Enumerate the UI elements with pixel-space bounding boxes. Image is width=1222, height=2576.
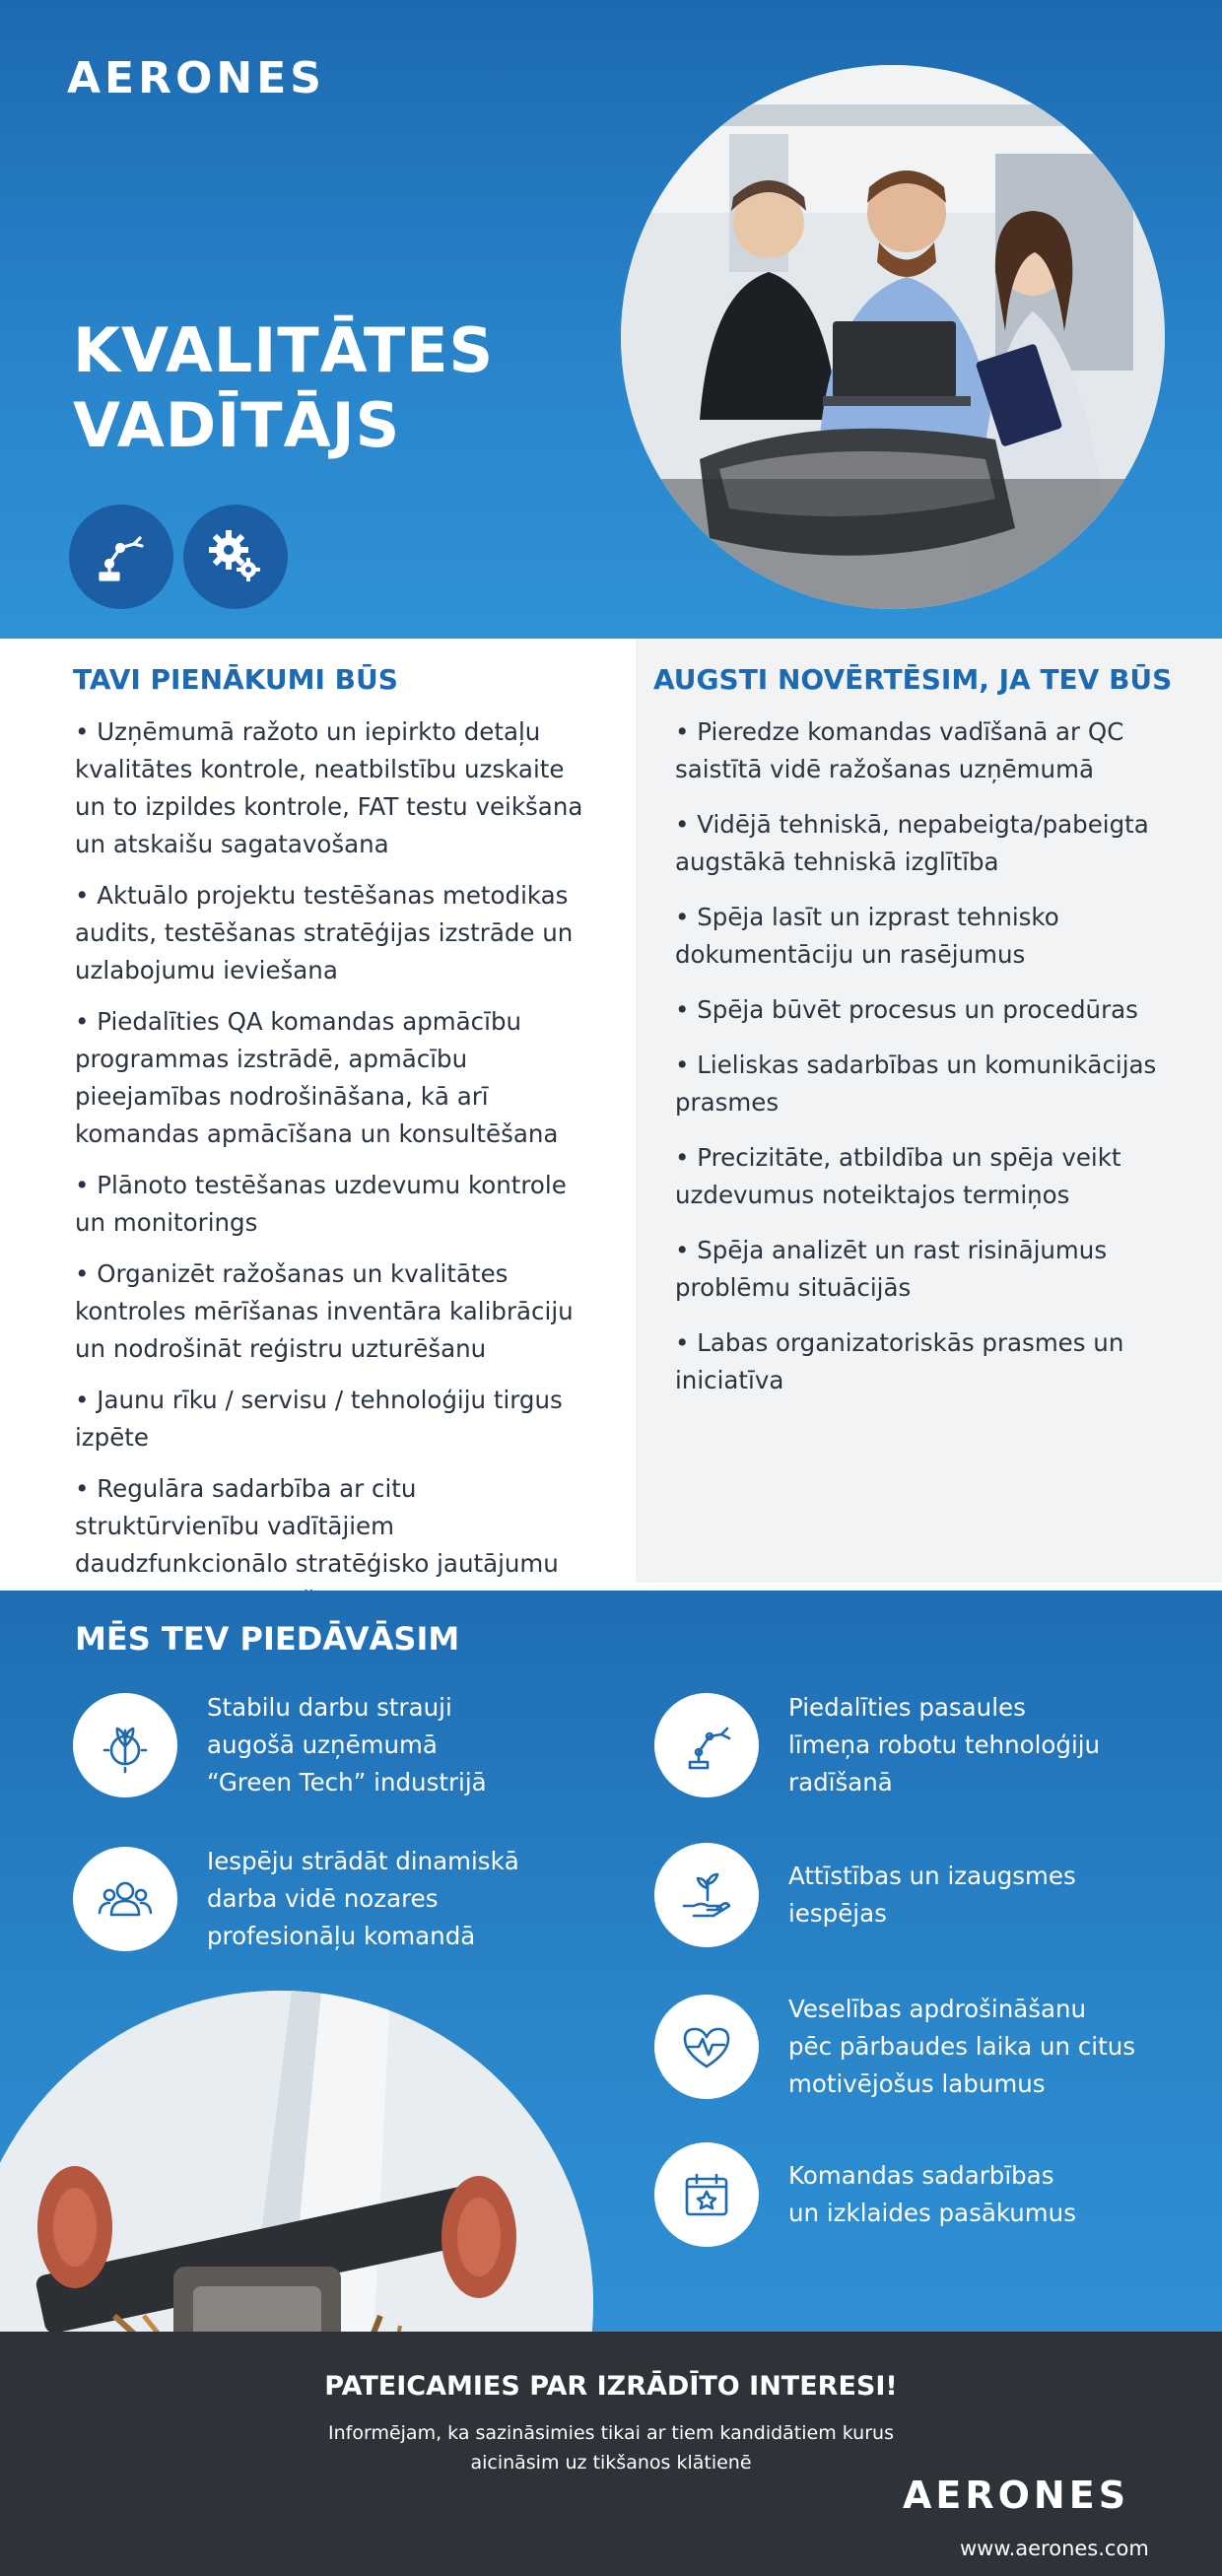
list-item: • Precizitāte, atbildība un spēja veikt uzdevumus noteiktajos termiņos bbox=[675, 1143, 1121, 1209]
offer-text-line: Piedalīties pasaules bbox=[788, 1693, 1026, 1722]
robot-arm-icon bbox=[69, 505, 173, 609]
offer-text-line: iespējas bbox=[788, 1899, 887, 1928]
list-item: • Plānoto testēšanas uzdevumu kontrole un monitorings bbox=[75, 1171, 567, 1237]
robot-photo bbox=[0, 1991, 593, 2332]
footer-note bbox=[0, 2418, 1222, 2477]
calendar-star-icon bbox=[654, 2142, 759, 2247]
list-item: • Labas organizatoriskās prasmes un iniciatīva bbox=[675, 1328, 1124, 1394]
offer-item-team bbox=[73, 1843, 519, 1955]
offer-item-insurance bbox=[654, 1991, 1135, 2103]
team-photo bbox=[621, 65, 1165, 609]
growth-hand-icon bbox=[654, 1843, 759, 1947]
offer-text-line: profesionāļu komandā bbox=[207, 1922, 476, 1950]
list-item: • Jaunu rīku / servisu / tehnoloģiju tirgus izpēte bbox=[75, 1386, 563, 1452]
list-item: • Spēja būvēt procesus un procedūras bbox=[675, 995, 1138, 1024]
duties-section bbox=[0, 639, 636, 1583]
offer-text bbox=[207, 1843, 519, 1955]
offer-text-line: Attīstības un izaugsmes bbox=[788, 1862, 1076, 1890]
footer-heading: PATEICAMIES PAR IZRĀDĪTO INTERESI! bbox=[324, 2371, 898, 2402]
footer-note-line: Informējam, ka sazināsimies tikai ar tiem kandidātiem kurus bbox=[328, 2422, 894, 2444]
offer-item-growth bbox=[654, 1843, 1076, 1947]
offer-text-line: motivējošus labumus bbox=[788, 2069, 1046, 2098]
offer-text-line: Komandas sadarbības bbox=[788, 2161, 1054, 2190]
job-title bbox=[73, 313, 494, 463]
duties-heading: TAVI PIENĀKUMI BŪS bbox=[73, 663, 398, 696]
team-icon bbox=[73, 1847, 177, 1951]
offer-text bbox=[788, 1689, 1100, 1801]
footer bbox=[0, 2332, 1222, 2576]
offer-text-line: Iespēju strādāt dinamiskā bbox=[207, 1847, 519, 1875]
offer-text bbox=[788, 2157, 1076, 2232]
list-item: • Vidējā tehniskā, nepabeigta/pabeigta augstākā tehniskā izglītība bbox=[675, 810, 1149, 876]
requirements-section bbox=[636, 639, 1222, 1583]
list-item: • Regulāra sadarbība ar citu struktūrvienību vadītājiem daudzfunkcionālo stratēģisko jautājumu bbox=[75, 1474, 559, 1578]
list-item: • Organizēt ražošanas un kvalitātes kontroles mērīšanas inventāra kalibrāciju un nodrošināt reģistru uzturēšanu bbox=[75, 1259, 574, 1363]
offer-text-line: “Green Tech” industrijā bbox=[207, 1768, 487, 1796]
offer-item-events bbox=[654, 2142, 1076, 2247]
offer-text-line: līmeņa robotu tehnoloģiju bbox=[788, 1730, 1101, 1759]
offer-heading: MĒS TEV PIEDĀVĀSIM bbox=[75, 1620, 460, 1658]
aerones-logo[interactable]: AERONES bbox=[67, 53, 325, 103]
footer-note-line: aicināsim uz tikšanos klātienē bbox=[470, 2452, 752, 2474]
list-item: • Pieredze komandas vadīšanā ar QC saistītā vidē ražošanas uzņēmumā bbox=[675, 717, 1124, 783]
offer-text-line: pēc pārbaudes laika un citus bbox=[788, 2032, 1135, 2061]
offer-text-line: augošā uzņēmumā bbox=[207, 1730, 438, 1759]
hero-section bbox=[0, 0, 1222, 639]
list-item: • Spēja lasīt un izprast tehnisko dokumentāciju un rasējumus bbox=[675, 903, 1059, 969]
gears-icon bbox=[183, 505, 288, 609]
offer-text bbox=[788, 1991, 1135, 2103]
offer-text bbox=[788, 1858, 1076, 1932]
offer-item-robotics bbox=[654, 1689, 1100, 1801]
offer-text bbox=[207, 1689, 487, 1801]
offer-text-line: Stabilu darbu strauji bbox=[207, 1693, 452, 1722]
list-item: • Lieliskas sadarbības un komunikācijas prasmes bbox=[675, 1051, 1157, 1117]
offer-section bbox=[0, 1591, 1222, 2332]
offer-text-line: radīšanā bbox=[788, 1768, 893, 1796]
job-title-line1: KVALITĀTES bbox=[73, 314, 495, 386]
list-item: • Aktuālo projektu testēšanas metodikas audits, testēšanas stratēģijas izstrāde un uzlabojumu ieviešana bbox=[75, 881, 574, 984]
list-item: • Piedalīties QA komandas apmācību programmas izstrādē, apmācību pieejamības nodrošināšana, kā arī komandas apmācīšana un konsultēšana bbox=[75, 1007, 559, 1148]
list-item: • Spēja analizēt un rast risinājumus problēmu situācijās bbox=[675, 1236, 1108, 1302]
website-link[interactable]: www.aerones.com bbox=[960, 2537, 1149, 2560]
aerones-logo-footer[interactable]: AERONES bbox=[903, 2474, 1130, 2517]
list-item: • Uzņēmumā ražoto un iepirkto detaļu kvalitātes kontrole, neatbilstību uzskaite un to izpildes kontrole, FAT testu veikšana un atskaišu sagatavošana bbox=[75, 717, 583, 858]
robot-arm-icon bbox=[654, 1693, 759, 1797]
offer-text-line: un izklaides pasākumus bbox=[788, 2199, 1076, 2227]
offer-item-green-tech bbox=[73, 1689, 487, 1801]
requirements-heading: AUGSTI NOVĒRTĒSIM, JA TEV BŪS bbox=[653, 663, 1173, 696]
offer-text-line: darba vidē nozares bbox=[207, 1884, 439, 1913]
job-title-line2: VADĪTĀJS bbox=[73, 389, 401, 461]
plant-gear-icon bbox=[73, 1693, 177, 1797]
heart-pulse-icon bbox=[654, 1995, 759, 2099]
offer-text-line: Veselības apdrošināšanu bbox=[788, 1995, 1087, 2023]
